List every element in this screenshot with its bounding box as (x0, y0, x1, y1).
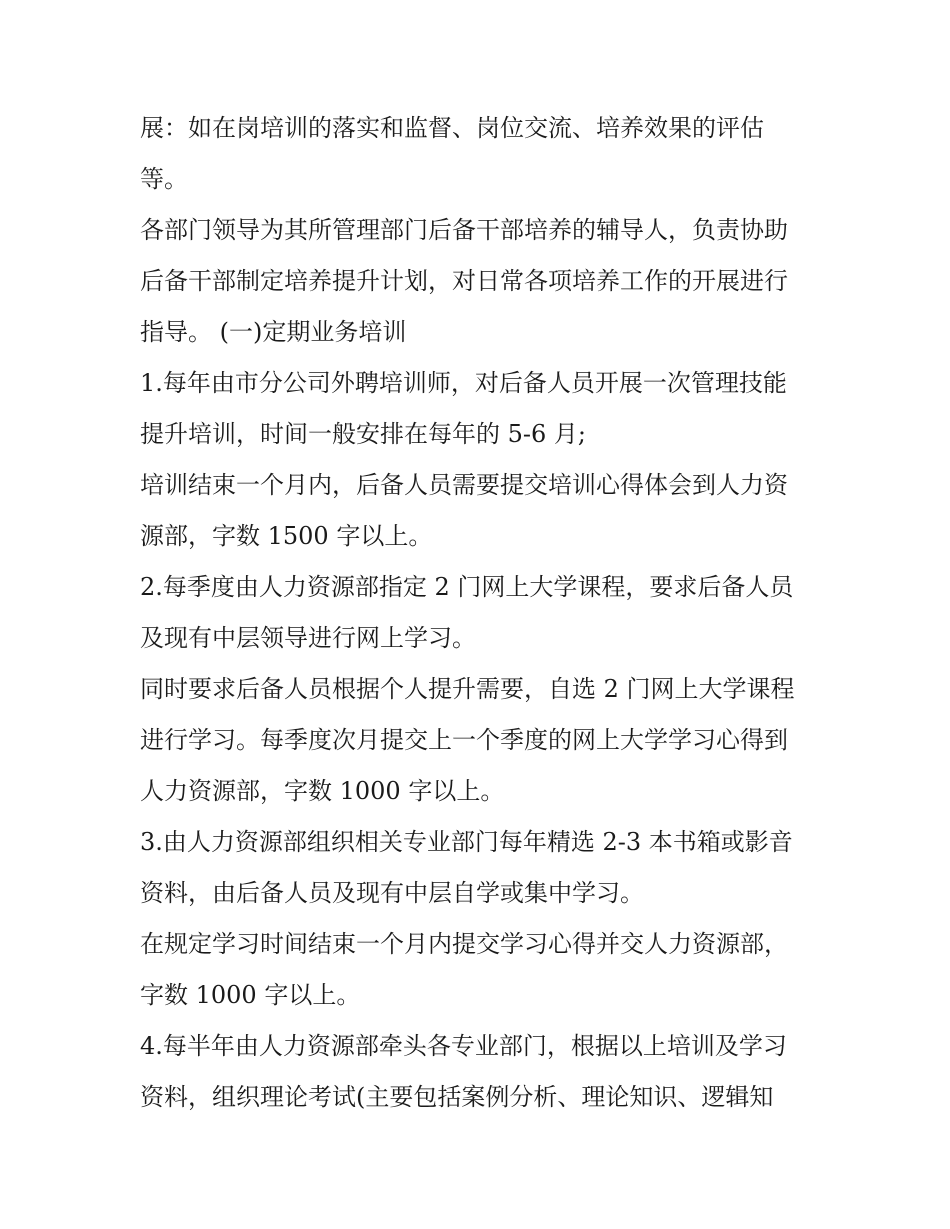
text-line-4: 后备干部制定培养提升计划，对日常各项培养工作的开展进行 (140, 267, 788, 295)
text-line-14: 人力资源部，字数 1000 字以上。 (140, 777, 505, 805)
text-line-8: 培训结束一个月内，后备人员需要提交培训心得体会到人力资 (140, 471, 788, 499)
text-line-18: 字数 1000 字以上。 (140, 981, 361, 1009)
text-line-16: 资料，由后备人员及现有中层自学或集中学习。 (140, 879, 644, 907)
text-line-6: 1.每年由市分公司外聘培训师，对后备人员开展一次管理技能 (140, 369, 787, 397)
text-line-19: 4.每半年由人力资源部牵头各专业部门，根据以上培训及学习 (140, 1032, 787, 1060)
text-line-13: 进行学习。每季度次月提交上一个季度的网上大学学习心得到 (140, 726, 788, 754)
text-line-5: 指导。 (一)定期业务培训 (140, 318, 407, 346)
text-line-1: 展：如在岗培训的落实和监督、岗位交流、培养效果的评估 (140, 114, 764, 142)
text-line-3: 各部门领导为其所管理部门后备干部培养的辅导人，负责协助 (140, 216, 788, 244)
text-line-9: 源部，字数 1500 字以上。 (140, 522, 433, 550)
text-line-11: 及现有中层领导进行网上学习。 (140, 624, 476, 652)
text-line-10: 2.每季度由人力资源部指定 2 门网上大学课程，要求后备人员 (140, 573, 794, 601)
text-line-2: 等。 (140, 165, 188, 193)
text-line-12: 同时要求后备人员根据个人提升需要，自选 2 门网上大学课程 (140, 675, 795, 703)
document-body (140, 103, 820, 1123)
text-line-17: 在规定学习时间结束一个月内提交学习心得并交人力资源部， (140, 930, 788, 958)
text-line-20: 资料，组织理论考试(主要包括案例分析、理论知识、逻辑知 (140, 1083, 774, 1111)
text-line-7: 提升培训，时间一般安排在每年的 5-6 月; (140, 420, 586, 448)
text-line-15: 3.由人力资源部组织相关专业部门每年精选 2-3 本书箱或影音 (140, 828, 793, 856)
